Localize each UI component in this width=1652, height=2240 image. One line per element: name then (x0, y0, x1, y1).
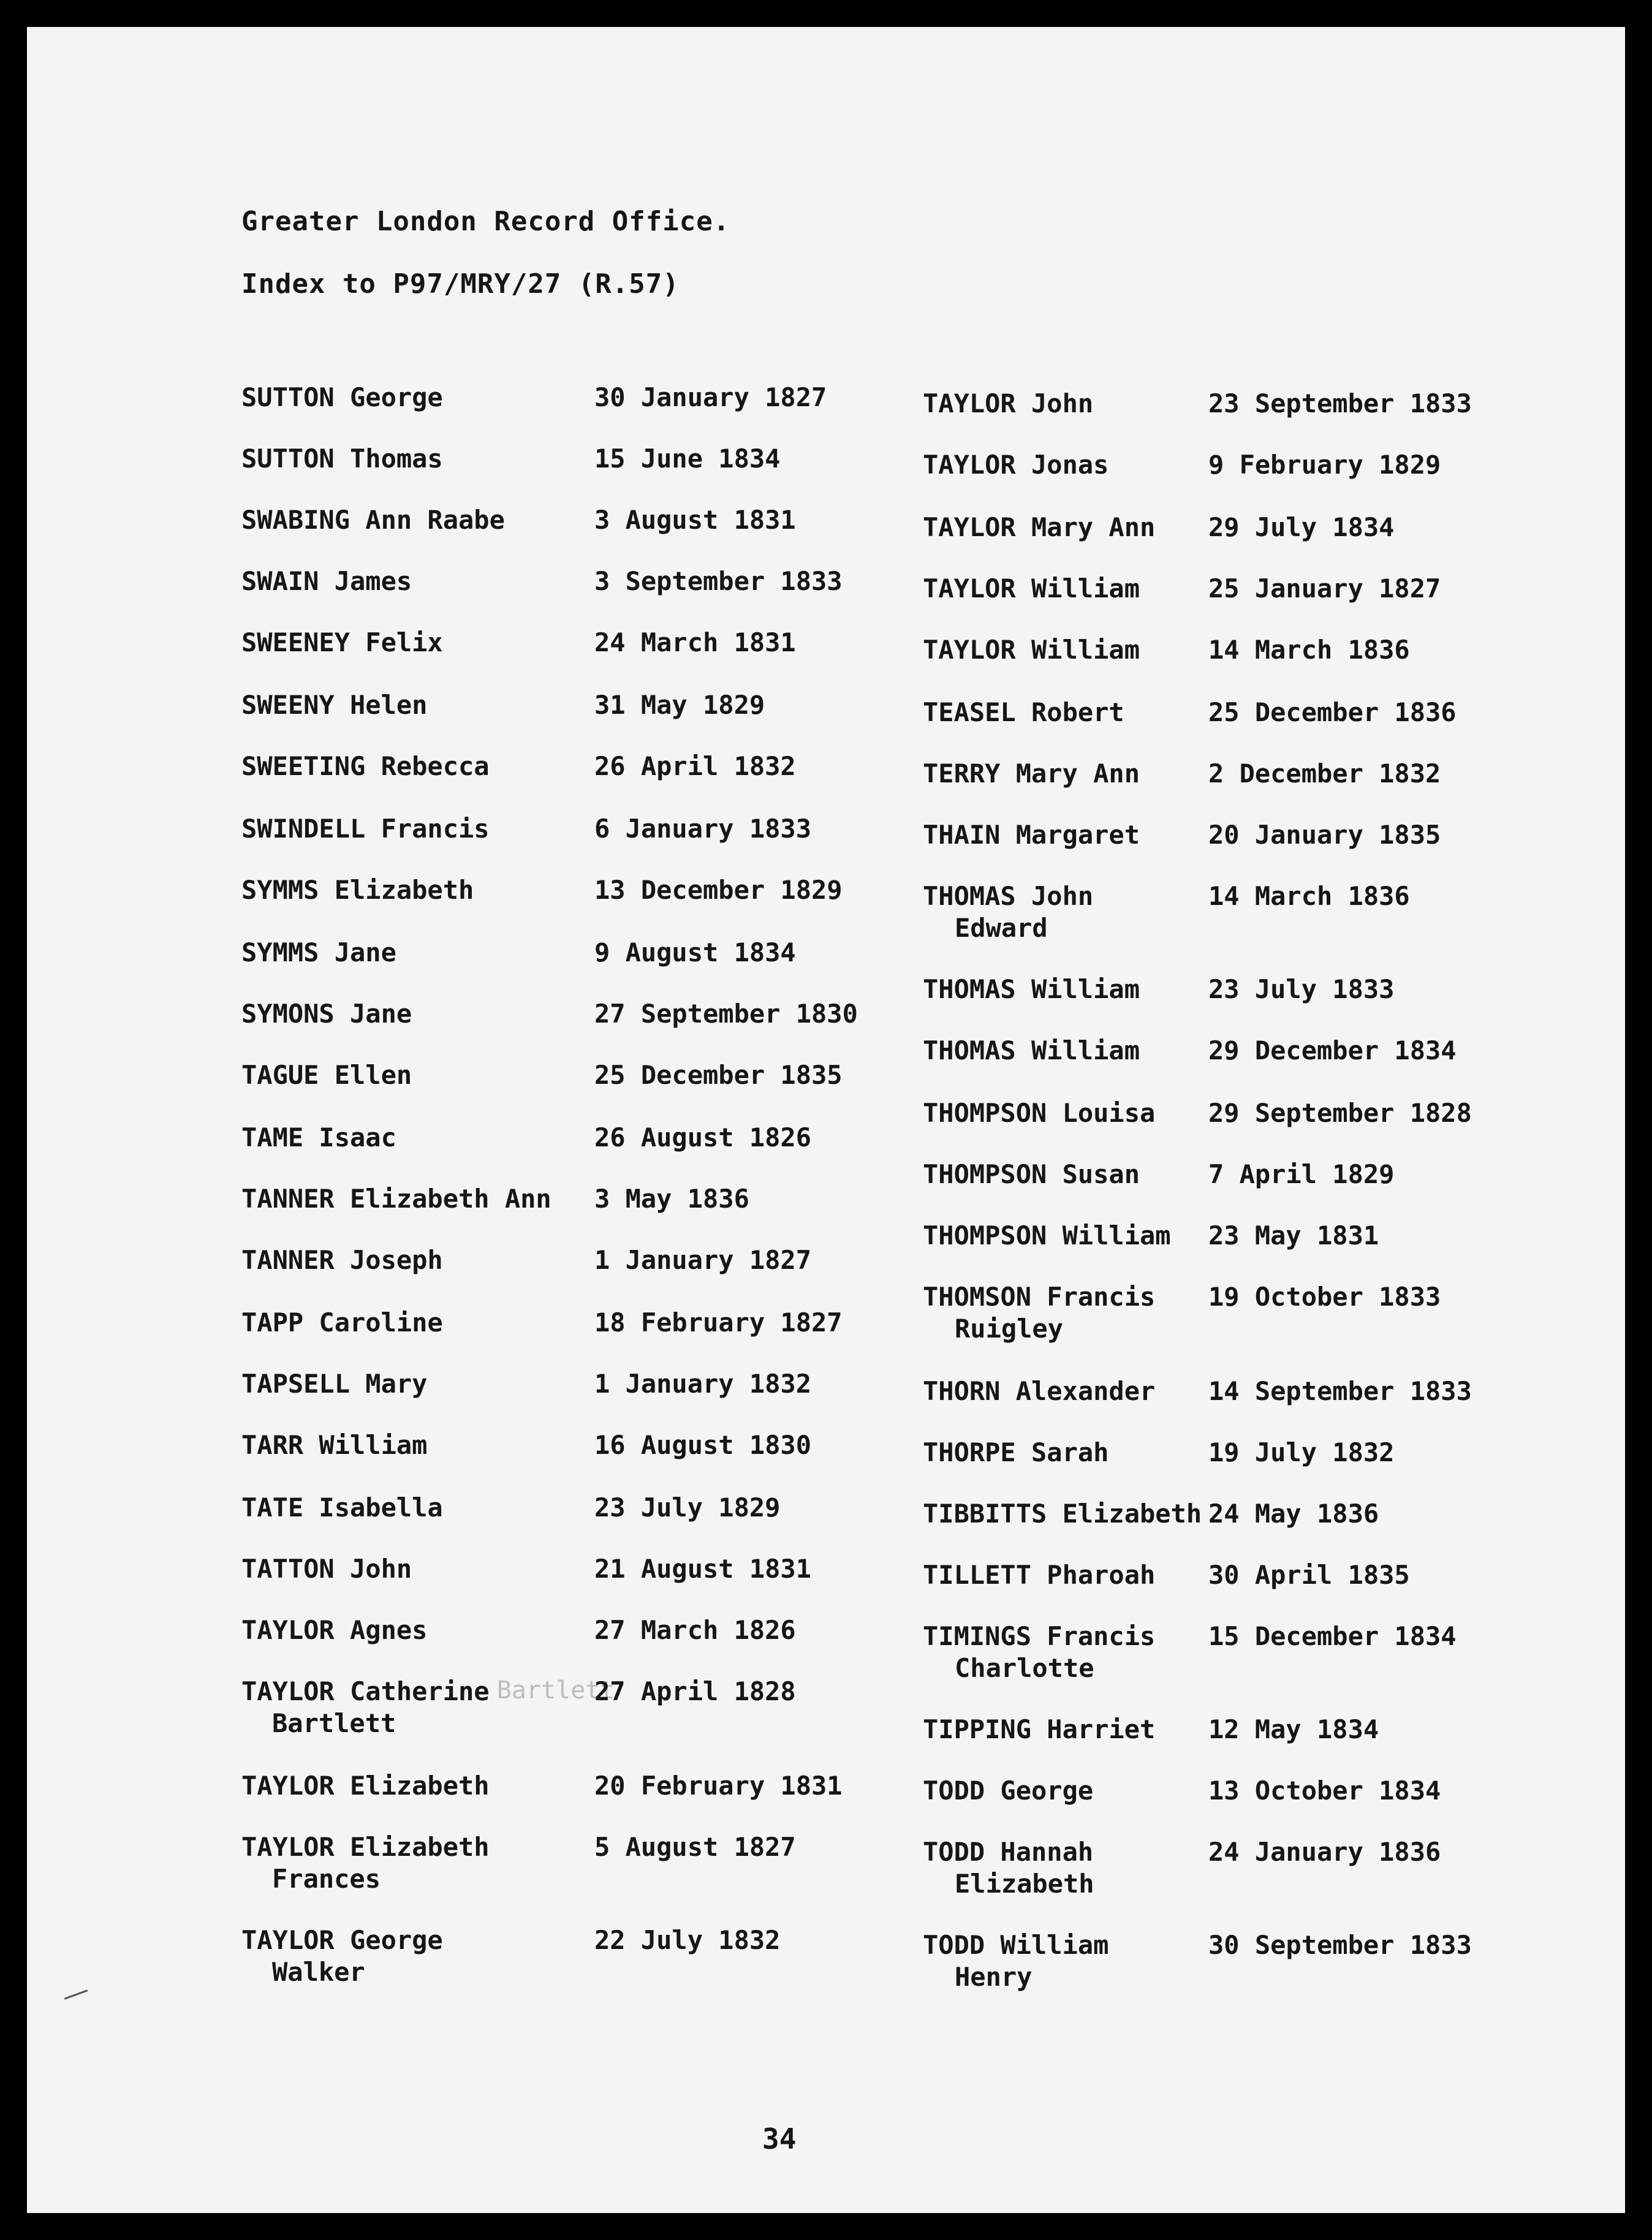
entry-name: TANNER Joseph (241, 1245, 443, 1275)
page-number: 34 (762, 2122, 797, 2155)
entry-name-continuation: Bartlett (272, 1708, 396, 1738)
entry-date: 23 September 1833 (1208, 388, 1472, 418)
entry-date: 20 February 1831 (594, 1771, 843, 1801)
struck-through-text: Bartlett (496, 1676, 615, 1705)
entry-name: TILLETT Pharoah (923, 1560, 1156, 1590)
entry-name: TAYLOR Catherine (241, 1676, 490, 1706)
entry-date: 7 April 1829 (1208, 1159, 1395, 1189)
entry-name: TAGUE Ellen (241, 1060, 412, 1090)
entry-name: TODD William (923, 1930, 1109, 1960)
entry-name-continuation: Charlotte (955, 1653, 1094, 1683)
entry-name-continuation: Walker (272, 1957, 365, 1987)
entry-date: 2 December 1832 (1208, 759, 1441, 789)
entry-name: TIPPING Harriet (923, 1714, 1156, 1744)
entry-date: 30 April 1835 (1208, 1560, 1410, 1590)
entry-name: THOMSON Francis (923, 1282, 1156, 1312)
entry-date: 12 May 1834 (1208, 1714, 1379, 1744)
entry-date: 23 July 1833 (1208, 974, 1395, 1004)
entry-name: SUTTON Thomas (241, 444, 443, 474)
entry-name: THORPE Sarah (923, 1437, 1109, 1467)
entry-name: TANNER Elizabeth Ann (241, 1184, 551, 1214)
entry-name-continuation: Elizabeth (955, 1869, 1094, 1899)
entry-date: 20 January 1835 (1208, 820, 1441, 850)
entry-date: 24 January 1836 (1208, 1837, 1441, 1867)
entry-name: TAME Isaac (241, 1122, 396, 1152)
entry-date: 23 May 1831 (1208, 1220, 1379, 1251)
entry-name: THOMPSON Susan (923, 1159, 1140, 1189)
entry-date: 29 December 1834 (1208, 1035, 1457, 1065)
page-title: Greater London Record Office. (241, 206, 730, 237)
entry-name: THOMAS William (923, 974, 1140, 1004)
entry-name: TAPSELL Mary (241, 1369, 428, 1399)
entry-name: THOMPSON Louisa (923, 1098, 1156, 1128)
entry-date: 13 October 1834 (1208, 1776, 1441, 1806)
entry-date: 31 May 1829 (594, 690, 765, 720)
entry-name-continuation: Henry (955, 1962, 1032, 1992)
entry-date: 19 July 1832 (1208, 1437, 1395, 1467)
entry-name: TAYLOR Mary Ann (923, 512, 1156, 542)
entry-name: TAPP Caroline (241, 1307, 443, 1338)
entry-date: 30 January 1827 (594, 382, 827, 412)
entry-name-continuation: Edward (955, 913, 1048, 943)
entry-name: SUTTON George (241, 382, 443, 412)
entry-name: SWAIN James (241, 566, 412, 596)
entry-date: 25 December 1836 (1208, 697, 1457, 727)
entry-date: 27 September 1830 (594, 999, 858, 1029)
entry-name: SWEENEY Felix (241, 627, 443, 657)
entry-date: 24 May 1836 (1208, 1499, 1379, 1529)
entry-date: 14 September 1833 (1208, 1376, 1472, 1406)
entry-name: TARR William (241, 1430, 428, 1460)
entry-name: SYMMS Jane (241, 937, 396, 967)
entry-name: TAYLOR William (923, 635, 1140, 665)
entry-name: SWABING Ann Raabe (241, 505, 505, 535)
entry-date: 25 January 1827 (1208, 573, 1441, 604)
entry-date: 30 September 1833 (1208, 1930, 1472, 1960)
entry-date: 9 February 1829 (1208, 450, 1441, 480)
entry-name: TAYLOR Agnes (241, 1615, 428, 1645)
entry-date: 14 March 1836 (1208, 881, 1410, 911)
entry-name-continuation: Frances (272, 1864, 381, 1894)
entry-date: 25 December 1835 (594, 1060, 843, 1090)
entry-date: 22 July 1832 (594, 1925, 781, 1955)
entry-date: 6 January 1833 (594, 814, 812, 844)
entry-date: 27 April 1828 (594, 1676, 796, 1706)
entry-name: THAIN Margaret (923, 820, 1140, 850)
entry-date: 23 July 1829 (594, 1493, 781, 1523)
entry-name: TATTON John (241, 1554, 412, 1584)
entry-date: 24 March 1831 (594, 627, 796, 657)
entry-name: THOMPSON William (923, 1220, 1171, 1251)
entry-date: 26 August 1826 (594, 1122, 812, 1152)
entry-name-continuation: Ruigley (955, 1314, 1064, 1344)
entry-date: 29 September 1828 (1208, 1098, 1472, 1128)
entry-name: SYMMS Elizabeth (241, 875, 474, 905)
entry-name: SYMONS Jane (241, 999, 412, 1029)
entry-name: TATE Isabella (241, 1493, 443, 1523)
entry-name: TODD George (923, 1776, 1094, 1806)
entry-date: 1 January 1832 (594, 1369, 812, 1399)
entry-name: TAYLOR Elizabeth (241, 1832, 490, 1862)
entry-date: 3 May 1836 (594, 1184, 749, 1214)
entry-name: SWINDELL Francis (241, 814, 490, 844)
entry-name: SWEETING Rebecca (241, 751, 490, 781)
entry-name: THOMAS John (923, 881, 1094, 911)
entry-name: TAYLOR John (923, 388, 1094, 418)
entry-name: THOMAS William (923, 1035, 1140, 1065)
entry-date: 19 October 1833 (1208, 1282, 1441, 1312)
entry-date: 1 January 1827 (594, 1245, 812, 1275)
entry-name: TAYLOR Jonas (923, 450, 1109, 480)
entry-date: 18 February 1827 (594, 1307, 843, 1338)
entry-date: 3 August 1831 (594, 505, 796, 535)
entry-date: 13 December 1829 (594, 875, 843, 905)
entry-date: 29 July 1834 (1208, 512, 1395, 542)
entry-name: TAYLOR Elizabeth (241, 1771, 490, 1801)
entry-date: 14 March 1836 (1208, 635, 1410, 665)
entry-date: 3 September 1833 (594, 566, 843, 596)
margin-mark (64, 1989, 88, 2000)
entry-date: 15 December 1834 (1208, 1621, 1457, 1651)
entry-name: TODD Hannah (923, 1837, 1094, 1867)
entry-date: 5 August 1827 (594, 1832, 796, 1862)
entry-date: 21 August 1831 (594, 1554, 812, 1584)
entry-date: 15 June 1834 (594, 444, 781, 474)
entry-date: 16 August 1830 (594, 1430, 812, 1460)
entry-date: 27 March 1826 (594, 1615, 796, 1645)
index-reference: Index to P97/MRY/27 (R.57) (241, 268, 680, 300)
entry-date: 9 August 1834 (594, 937, 796, 967)
entry-name: TERRY Mary Ann (923, 759, 1140, 789)
entry-name: THORN Alexander (923, 1376, 1156, 1406)
entry-name: TIMINGS Francis (923, 1621, 1156, 1651)
entry-name: TAYLOR William (923, 573, 1140, 604)
entry-name: TIBBITTS Elizabeth (923, 1499, 1202, 1529)
entry-name: SWEENY Helen (241, 690, 428, 720)
entry-date: 26 April 1832 (594, 751, 796, 781)
entry-name: TAYLOR George (241, 1925, 443, 1955)
entry-name: TEASEL Robert (923, 697, 1124, 727)
document-page (27, 27, 1625, 2213)
